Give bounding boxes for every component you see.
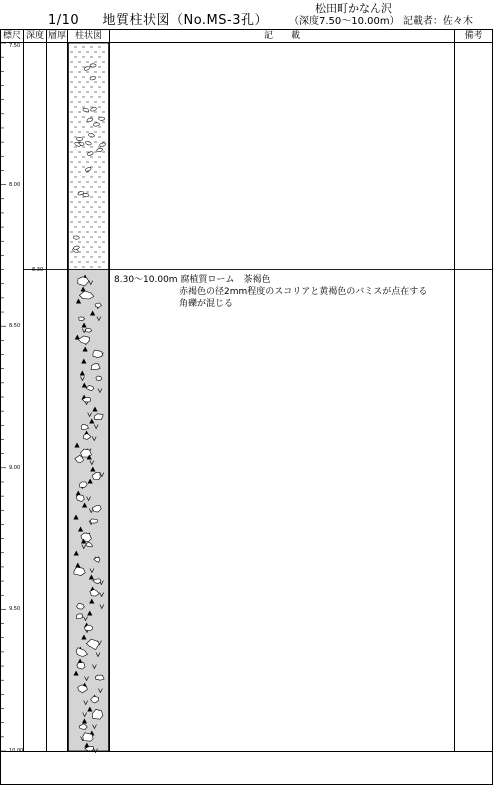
pebble	[96, 148, 103, 153]
pebble	[86, 117, 93, 122]
col-header-remarks: 備考	[464, 31, 483, 41]
layer-note: 角礫が混じる	[179, 299, 234, 309]
page-title: 地質柱状図（No.MS-3孔）	[102, 13, 268, 28]
layer-name: 腐植質ローム 茶褐色	[180, 275, 271, 285]
boundary-depth: 8.30	[32, 267, 44, 273]
col-header-thickness: 層厚	[47, 31, 66, 41]
col-header-scale: 標尺	[2, 31, 21, 41]
layer-note: 赤褐色の径2mm程度のスコリアと黄褐色のバミスが点在する	[179, 287, 428, 297]
pumice-clast	[81, 533, 92, 541]
scale-label: 10.00	[9, 748, 24, 754]
pumice-clast	[96, 675, 105, 680]
scale-label: 9.00	[9, 464, 21, 471]
pebble	[73, 245, 80, 250]
pebble	[88, 133, 95, 138]
col-header-column: 柱状図	[74, 31, 102, 41]
pebble	[84, 66, 91, 72]
pebble	[76, 137, 82, 141]
pebble	[90, 107, 97, 112]
pebble	[99, 142, 106, 147]
pumice-clast	[85, 328, 91, 332]
pebble	[85, 141, 92, 146]
col-header-description: 記 載	[263, 31, 300, 41]
pumice-clast	[76, 614, 82, 619]
pebble	[83, 193, 89, 197]
pebble	[93, 122, 99, 126]
pebble	[85, 167, 92, 172]
pumice-clast	[83, 733, 93, 742]
pumice-clast	[96, 376, 102, 381]
pumice-clast	[95, 414, 104, 420]
pebble	[90, 76, 97, 81]
scale-label: 7.50	[9, 43, 21, 49]
pumice-clast	[79, 317, 85, 321]
location-label: 松田町かなん沢	[315, 2, 392, 15]
pebble	[73, 236, 79, 240]
scale-label: 8.50	[9, 323, 21, 330]
pebble	[90, 64, 96, 67]
scale-label: 9.50	[9, 606, 21, 613]
recorder: 記載者：佐々木	[402, 16, 473, 27]
pumice-clast	[90, 519, 97, 523]
pebble	[99, 117, 105, 121]
pebble	[83, 108, 90, 113]
layer-range: 8.30～10.00m	[114, 275, 178, 285]
scale-label: 8.00	[9, 181, 21, 188]
col-header-depth: 深度	[25, 31, 44, 41]
scale-ratio: 1/10	[48, 13, 80, 28]
depth-range: （深度7.50～10.00m）	[289, 16, 400, 27]
layer-heading	[114, 274, 270, 286]
